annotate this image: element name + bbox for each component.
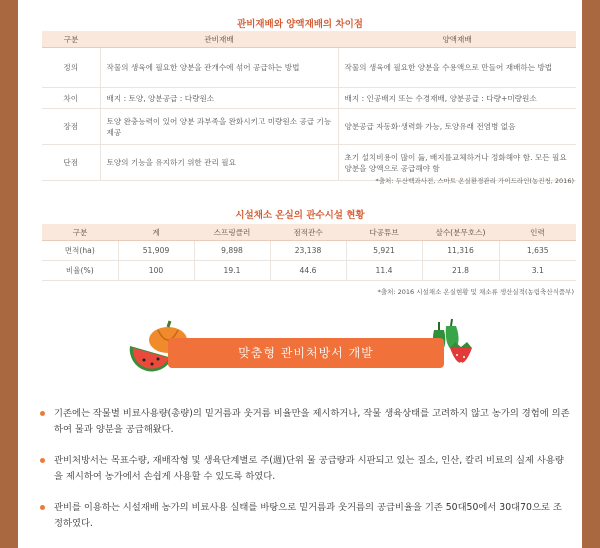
header-cell: 인력 [499,224,576,241]
header-cell: 점적관수 [270,224,346,241]
row-category: 차이 [42,88,100,109]
list-item: 관비처방서는 목표수량, 재배작형 및 생육단계별로 주(週)단위 물 공급량과 시판되고 있는 질소, 인산, 칼리 비료의 실제 사용량을 제시하여 농가에서 손쉽게 사용할 수 있도록 하였다. [40,453,570,485]
table-cell: 100 [118,261,194,281]
document-page [18,0,582,548]
comparison-table [42,31,576,181]
table-row [42,241,576,261]
hydroponics-cell: 초기 설치비용이 많이 듦, 배지를교체하거나 정화해야 함. 모든 필요 양분을 양액으로 공급해야 함 [338,145,576,181]
row-category: 정의 [42,48,100,88]
hydroponics-cell: 양분공급 자동화·생력화 가능, 토양유래 전염병 없음 [338,109,576,145]
table2-caption: 시설채소 온실의 관수시설 현황 [235,210,365,221]
row-label: 비율(%) [42,261,118,281]
header-cell: 구분 [42,224,118,241]
header-cell: 계 [118,224,194,241]
section-banner-area [18,318,582,388]
list-item: 기존에는 작물별 비료사용량(총량)의 밑거름과 웃거름 비율만을 제시하거나, 작물 생육상태를 고려하지 않고 농가의 경험에 의존하여 물과 양분을 공급해왔다. [40,406,570,438]
table-cell: 1,635 [499,241,576,261]
row-category: 장점 [42,109,100,145]
table-cell: 5,921 [346,241,422,261]
fertigation-cell: 토양 완충능력이 있어 양분 과부족을 완화시키고 미량원소 공급 기능 제공 [100,109,338,145]
table-header-row [42,31,576,48]
table1-caption: 관비재배와 양액재배의 차이점 [237,19,363,30]
header-cell: 구분 [42,31,100,48]
header-cell: 살수(분무호스) [422,224,499,241]
table-row [42,261,576,281]
table-cell: 23,138 [270,241,346,261]
hydroponics-cell: 작물의 생육에 필요한 양분을 수용액으로 만들어 재배하는 방법 [338,48,576,88]
table-cell: 44.6 [270,261,346,281]
table-cell: 9,898 [194,241,270,261]
strawberry-icon [446,338,476,374]
hydroponics-cell: 배지 : 인공배지 또는 수경재배, 양분공급 : 다량+미량원소 [338,88,576,109]
table2-source: *출처: 2016 시설채소 온실현황 및 채소류 생산실적(농림축산식품부) [377,288,574,296]
table-cell: 21.8 [422,261,499,281]
table-cell: 19.1 [194,261,270,281]
table-row [42,109,576,145]
header-cell: 스프링클러 [194,224,270,241]
table-row [42,88,576,109]
table-cell: 3.1 [499,261,576,281]
table-row [42,48,576,88]
section-banner: 맞춤형 관비처방서 개발 [168,338,444,368]
table1-source: *출처: 두산백과사전, 스마트 온실환경관리 가이드라인(농진청, 2016) [375,177,574,185]
header-cell: 양액재배 [338,31,576,48]
header-cell: 다공튜브 [346,224,422,241]
fertigation-cell: 토양의 기능을 유지하기 위한 관리 필요 [100,145,338,181]
irrigation-table [42,224,576,281]
table-header-row [42,224,576,241]
fertigation-cell: 배지 : 토양, 양분공급 : 다량원소 [100,88,338,109]
table-cell: 11.4 [346,261,422,281]
table-cell: 51,909 [118,241,194,261]
table-cell: 11,316 [422,241,499,261]
row-category: 단점 [42,145,100,181]
row-label: 면적(ha) [42,241,118,261]
header-cell: 관비재배 [100,31,338,48]
list-item: 관비를 이용하는 시설재배 농가의 비료사용 실태를 바탕으로 밑거름과 웃거름의 공급비율을 기존 50대50에서 30대70으로 조정하였다. [40,500,570,532]
bullet-list [40,406,570,532]
fertigation-cell: 작물의 생육에 필요한 양분을 관개수에 섞어 공급하는 방법 [100,48,338,88]
